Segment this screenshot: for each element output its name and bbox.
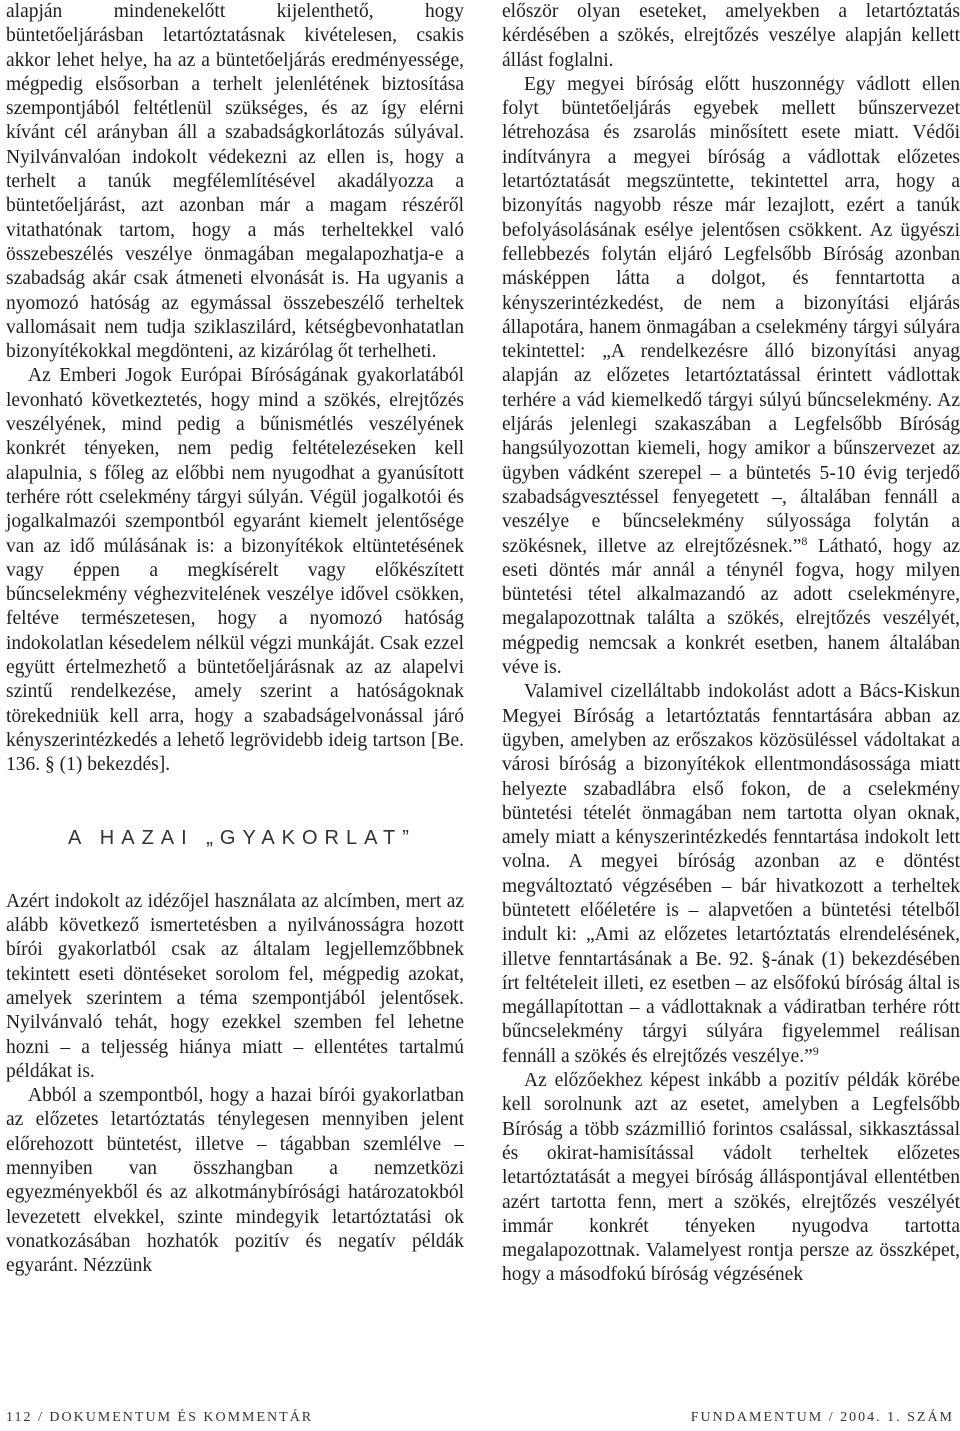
footer-left: 112 / DOKUMENTUM ÉS KOMMENTÁR — [6, 1410, 314, 1425]
left-column — [6, 0, 464, 1279]
paragraph: Azért indokolt az idézőjel használata az alcímben, mert az alább következő ismertetésben a nyilvánosságra hozott bírói gyakorlatból csak az általam legjellemzőbbnek tekintett eseti döntéseket sorolom fel, mégpedig azokat, amelyek szerintem a téma szempontjából jelentősek. Nyilvánvaló tehát, hogy ezekkel szemben fel lehetne hozni – a teljesség hiánya miatt – ellentétes tartalmú példákat is. — [6, 890, 464, 1082]
footer-right: FUNDAMENTUM / 2004. 1. SZÁM — [690, 1410, 954, 1425]
section-heading: A HAZAI „GYAKORLAT” — [68, 826, 416, 849]
paragraph: először olyan eseteket, amelyekben a letartóztatás kérdésében a szökés, elrejtőzés veszélye alapján kellett állást foglalni. — [502, 1, 960, 71]
paragraph: alapján mindenekelőtt kijelenthető, hogy büntetőeljárásban letartóztatásnak kivételesen, csakis akkor lehet helye, ha az a büntetőeljárás eredményessége, mégpedig elsősorban a terhelt jelenlétének biztosítása szempontjából feltétlenül szükséges, és az így elérni kívánt cél arányban áll a szabadságkorlátozás súlyával. Nyilvánvalóan indokolt védekezni az ellen is, hogy a terhelt a tanúk megfélemlítésével akadályozza a büntetőeljárást, azt azonban már a magam részéről vitathatónak tartom, hogy a más terheltekkel való összebeszélés veszélye önmagában megalapozhatja-e a szabadság akár csak átmeneti elvonását is. Ha ugyanis a nyomozó hatóság az egymással összebeszélő terheltek vallomásait nem tudja sziklaszilárd, kétségbevonhatatlan bizonyítékokkal megdönteni, az kizárólag őt terhelheti. — [6, 1, 464, 363]
paragraph: Az Emberi Jogok Európai Bíróságának gyakorlatából levonható következtetés, hogy mind a szökés, elrejtőzés veszélyének, mind pedig a bűnismétlés veszélyének konkrét tényeken, nem pedig feltételezéseken kell alapulnia, s főleg az előbbi nem nyugodhat a gyanúsított terhére rótt cselekmény tárgyi súlyán. Végül jogalkotói és jogalkalmazói szempontból egyaránt kiemelt jelentősége van az idő múlásának is: a bizonyítékok eltüntetésének vagy éppen a megkísérelt vagy előkészített bűncselekmény véghezvitelének veszélye idővel csökken, feltéve természetesen, hogy a nyomozó hatóság indokolatlan késedelem nélkül végzi munkáját. Csak ezzel együtt értelmezhető a büntetőeljárásnak az az alapelvi szintű rendelkezése, amely szerint a hatóságoknak törekedniük kell arra, hogy a szabadságelvonással járó kényszerintézkedés a lehető legrövidebb ideig tartson [Be. 136. § (1) bekezdés]. — [6, 365, 464, 776]
paragraph: Az előzőekhez képest inkább a pozitív példák körébe kell sorolnunk azt az esetet, amelyben a Legfelsőbb Bíróság a több százmillió forintos csalással, sikkasztással és okirat-hamisítással vádolt terheltek előzetes letartóztatását a megyei bíróság álláspontjával ellentétben azért tartotta fenn, mert a szökés, elrejtőzés veszélyét immár konkrét tényeken nyugodva tartotta megalapozottnak. Valamelyest rontja persze az összképet, hogy a másodfokú bíróság végzésének — [502, 1070, 960, 1286]
paragraph-text: Valamivel cizelláltabb indokolást adott a Bács-Kiskun Megyei Bíróság a letartóztatás fenntartására abban az ügyben, amelyben az erőszakos közösüléssel vádoltakat a városi bíróság a bizonyítékok ellentmondásossága miatt helyezte szabadlábra első fokon, de a cselekmény büntetési tételét önmagában nem tartotta olyan oknak, amely miatt a kényszerintézkedés fenntartása indokolt lett volna. A megyei bíróság azonban az e döntést megváltoztató végzésében – bár hivatkozott a terheltek büntetett előéletére is – alapvetően a büntetési tételből indult ki: „Ami az előzetes letartóztatás elrendelésének, illetve fenntartásának a Be. 92. §-ának (1) bekezdésében írt feltételeit illeti, ez esetben – az elsőfokú bíróság által is megállapítottan – a vádlottaknak a vádiratban terhére rótt bűncselekmény tárgyi súlyára figyelemmel reálisan fennáll a szökés és elrejtőzés veszélye.” — [502, 681, 960, 1067]
paragraph: Abból a szempontból, hogy a hazai bírói gyakorlatban az előzetes letartóztatás ténylegesen mennyiben jelent előrehozott büntetést, illetve – tágabban szemlélve – mennyiben van összhangban a nemzetközi egyezményekből és az alkotmánybírósági határozatokból levezetett elvekkel, szinte mindegyik letartóztatási ok vonatkozásában hozhatók pozitív és negatív példák egyaránt. Nézzünk — [6, 1085, 464, 1277]
paragraph-text: Látható, hogy az eseti döntés már annál a ténynél fogva, hogy milyen büntetési tétel alkalmazandó az adott cselekményre, megalapozottnak találta a szökés, elrejtőzés veszélyét, mégpedig nemcsak a konkrét esetben, hanem általában véve is. — [502, 535, 960, 679]
paragraph — [502, 73, 960, 680]
paragraph — [502, 680, 960, 1069]
footnote-ref[interactable]: 8 — [801, 533, 808, 548]
footnote-ref[interactable]: 9 — [812, 1043, 819, 1058]
paragraph-text: Egy megyei bíróság előtt huszonnégy vádlott ellen folyt büntetőeljárás egyebek mellett bűnszervezet létrehozása és zsarolás minősített esete miatt. Védői indítványra a megyei bíróság a vádlottak előzetes letartóztatását megszüntette, tekintettel arra, hogy a bizonyítás nagyobb része már lezajlott, ezért a tanúk befolyásolásának esélye jelentősen csökkent. Az ügyészi fellebbezés folytán eljáró Legfelsőbb Bíróság azonban másképpen látta a dolgot, és fenntartotta a kényszerintézkedést, de nem a bizonyítási eljárás állapotára, hanem önmagában a cselekmény tárgyi súlyára tekintettel: „A rendelkezésre álló bizonyítási anyag alapján az előzetes letartóztatással érintett vádlottak terhére a vád kiemelkedő tárgyi súlyú bűncselekmény. Az eljárás jelenlegi szakaszában a Legfelsőbb Bíróság hangsúlyozottan kiemeli, hogy amikor a bűnszervezet az ügyben vádként szerepel – a büntetés 5-10 évig terjedő szabadságvesztéssel fenyegetett –, általában fennáll a veszélye e bűncselekmény súlyossága folytán a szökésnek, illetve az elrejtőzésnek.” — [502, 73, 960, 557]
right-column — [502, 0, 960, 1288]
